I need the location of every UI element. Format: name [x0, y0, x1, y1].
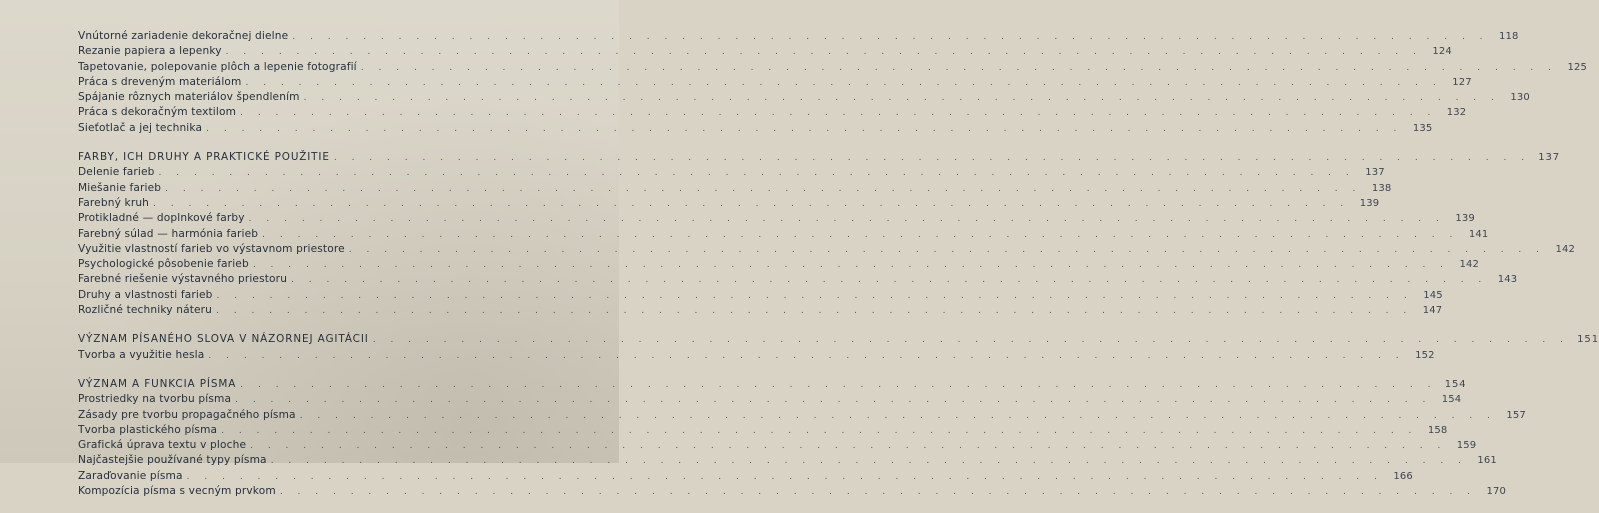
- toc-entry-page: 127: [1452, 76, 1472, 88]
- toc-entry-title: Tvorba plastického písma: [78, 423, 218, 436]
- toc-entry-page: 135: [1412, 122, 1433, 134]
- toc-entry: [78, 242, 1575, 257]
- toc-entry-title: Vnútorné zariadenie dekoračnej dielne: [78, 30, 289, 42]
- toc-entry-page: 166: [1393, 470, 1413, 482]
- toc-entry: [78, 288, 1443, 303]
- toc-entry-page: 137: [1365, 167, 1385, 179]
- toc-leader-dots: [159, 166, 1355, 181]
- toc-entry: [78, 257, 1480, 272]
- toc-leader-dots: [240, 106, 1436, 121]
- toc-entry-page: 142: [1459, 259, 1480, 271]
- toc-leader-dots: [361, 61, 1557, 76]
- toc-entry: [78, 196, 1380, 211]
- toc-leader-dots: [226, 45, 1422, 60]
- table-of-contents: [78, 29, 1599, 513]
- toc-leader-dots: [246, 76, 1442, 91]
- toc-entry-page: 142: [1555, 243, 1575, 255]
- toc-entry: [78, 453, 1497, 468]
- toc-leader-dots: [249, 212, 1445, 227]
- toc-leader-dots: [334, 151, 1530, 166]
- toc-entry: [78, 408, 1526, 423]
- toc-leader-dots: [349, 243, 1545, 258]
- toc-entry: [78, 181, 1392, 196]
- toc-entry: [78, 105, 1467, 120]
- toc-entry-page: 158: [1427, 424, 1448, 436]
- toc-entry-title: Psychologické pôsobenie farieb: [78, 258, 249, 271]
- toc-entry-page: 161: [1477, 455, 1497, 467]
- toc-entry: [78, 44, 1452, 59]
- toc-entry-title: Zaraďovanie písma: [78, 469, 183, 482]
- toc-chapter-title: FARBY, ICH DRUHY A PRAKTICKÉ POUŽITIE: [78, 151, 330, 164]
- toc-entry-page: 132: [1446, 107, 1467, 119]
- toc-leader-dots: [206, 122, 1402, 137]
- toc-chapter-heading: [78, 332, 1599, 347]
- toc-entry-title: Druhy a vlastnosti farieb: [78, 288, 213, 301]
- toc-entry: [78, 484, 1507, 499]
- toc-entry-title: Miešanie farieb: [78, 181, 162, 194]
- toc-entry-title: Grafická úprava textu v ploche: [78, 439, 247, 452]
- toc-entry: [78, 90, 1530, 105]
- toc-entry: [78, 29, 1519, 44]
- toc-leader-dots: [153, 197, 1349, 212]
- toc-chapter-title: VÝZNAM A FUNKCIA PÍSMA: [78, 377, 237, 390]
- toc-entry-page: 125: [1567, 61, 1587, 73]
- toc-entry-title: Tvorba a využitie hesla: [78, 348, 205, 361]
- toc-entry: [78, 423, 1448, 438]
- toc-leader-dots: [208, 349, 1404, 364]
- toc-leader-dots: [253, 258, 1449, 273]
- toc-entry-page: 157: [1506, 409, 1526, 421]
- toc-entry-title: Protikladné — doplnkové farby: [78, 212, 245, 225]
- toc-entry: [78, 60, 1587, 75]
- toc-entry-page: 124: [1432, 46, 1452, 58]
- toc-entry-title: Farebný súlad — harmónia farieb: [78, 227, 259, 240]
- toc-section-colors: [78, 150, 1575, 318]
- toc-entry-page: 139: [1359, 197, 1380, 209]
- toc-section-decoration-workshop: [78, 29, 1587, 136]
- toc-entry: [78, 165, 1385, 180]
- toc-entry-page: 170: [1486, 486, 1507, 498]
- toc-section-written-word: [78, 332, 1599, 363]
- toc-entry-title: Kompozícia písma s vecným prvkom: [78, 485, 276, 498]
- toc-entry-page: 139: [1455, 213, 1475, 225]
- toc-entry-title: Práca s dreveným materiálom: [78, 75, 242, 88]
- toc-entry: [78, 469, 1413, 484]
- toc-entry-page: 141: [1468, 228, 1489, 240]
- toc-entry-page: 159: [1456, 440, 1477, 452]
- toc-leader-dots: [280, 485, 1476, 500]
- toc-entry-page: 138: [1371, 182, 1392, 194]
- toc-chapter-page: 151: [1577, 334, 1599, 346]
- toc-entry-title: Zásady pre tvorbu propagačného písma: [78, 408, 296, 421]
- toc-entry-page: 147: [1422, 305, 1443, 317]
- toc-chapter-title: VÝZNAM PÍSANÉHO SLOVA V NÁZORNEJ AGITÁCII: [78, 333, 369, 346]
- toc-entry-page: 130: [1510, 92, 1530, 104]
- toc-entry-page: 118: [1498, 31, 1519, 42]
- toc-leader-dots: [187, 470, 1383, 485]
- toc-entry: [78, 303, 1443, 318]
- toc-entry: [78, 211, 1475, 226]
- toc-entry-title: Najčastejšie používané typy písma: [78, 454, 267, 467]
- toc-leader-dots: [373, 333, 1569, 348]
- toc-leader-dots: [300, 409, 1496, 424]
- toc-entry: [78, 272, 1518, 287]
- toc-entry: [78, 348, 1435, 363]
- toc-entry-title: Sieťotlač a jej technika: [78, 121, 203, 134]
- toc-entry-title: Spájanie rôznych materiálov špendlením: [78, 91, 300, 104]
- toc-entry: [78, 227, 1489, 242]
- toc-leader-dots: [304, 91, 1500, 106]
- toc-entry-page: 145: [1423, 289, 1443, 301]
- toc-leader-dots: [235, 393, 1431, 408]
- toc-chapter-heading: [78, 377, 1467, 392]
- toc-leader-dots: [271, 454, 1467, 469]
- toc-leader-dots: [216, 304, 1412, 319]
- toc-leader-dots: [262, 228, 1458, 243]
- toc-entry-title: Rezanie papiera a lepenky: [78, 45, 222, 58]
- toc-entry-title: Využitie vlastností farieb vo výstavnom priestore: [78, 242, 345, 255]
- toc-chapter-page: 154: [1444, 378, 1467, 390]
- toc-entry: [78, 392, 1462, 407]
- toc-chapter-page: 137: [1538, 152, 1561, 164]
- toc-leader-dots: [250, 439, 1446, 454]
- toc-leader-dots: [221, 424, 1417, 439]
- toc-leader-dots: [291, 273, 1487, 288]
- toc-entry-page: 154: [1441, 394, 1462, 406]
- toc-entry-title: Farebný kruh: [78, 196, 150, 209]
- toc-entry-title: Práca s dekoračným textilom: [78, 106, 237, 119]
- toc-entry: [78, 121, 1433, 136]
- toc-entry-title: Prostriedky na tvorbu písma: [78, 393, 232, 406]
- toc-leader-dots: [240, 378, 1436, 393]
- toc-entry: [78, 438, 1477, 453]
- toc-entry-title: Delenie farieb: [78, 166, 155, 179]
- toc-leader-dots: [165, 182, 1361, 197]
- toc-entry-page: 152: [1415, 349, 1435, 361]
- toc-leader-dots: [292, 30, 1488, 45]
- toc-entry-title: Tapetovanie, polepovanie plôch a lepenie fotografií: [78, 60, 357, 73]
- toc-entry-page: 143: [1497, 274, 1518, 286]
- toc-entry-title: Farebné riešenie výstavného priestoru: [78, 273, 288, 286]
- toc-section-lettering: [78, 377, 1526, 499]
- toc-entry-title: Rozličné techniky náteru: [78, 304, 213, 317]
- toc-entry: [78, 75, 1472, 90]
- toc-chapter-heading: [78, 150, 1561, 165]
- toc-leader-dots: [217, 289, 1413, 304]
